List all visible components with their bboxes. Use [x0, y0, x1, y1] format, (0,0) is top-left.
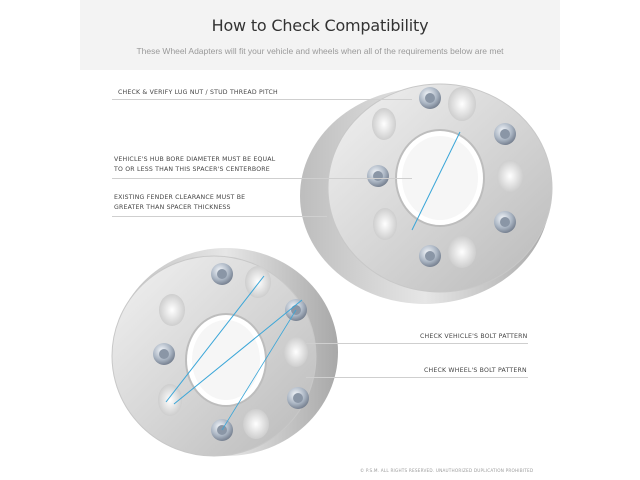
top-lug-nut [494, 123, 516, 145]
top-lug-nut [367, 165, 389, 187]
callout-fender-line1: EXISTING FENDER CLEARANCE MUST BE [114, 194, 246, 201]
callout-lug-nut: CHECK & VERIFY LUG NUT / STUD THREAD PITCH [118, 89, 278, 96]
top-spacer-image [300, 84, 552, 304]
page-subtitle: These Wheel Adapters will fit your vehicle and wheels when all of the requirements below are met [136, 46, 504, 56]
callout-hub-bore-line1: VEHICLE'S HUB BORE DIAMETER MUST BE EQUAL [114, 156, 276, 163]
callout-hub-bore-rule [112, 178, 412, 179]
callout-fender-rule [112, 216, 327, 217]
callout-hub-bore-line2: TO OR LESS THAN THIS SPACER'S CENTERBORE [114, 166, 270, 173]
top-lug-nut [419, 87, 441, 109]
callout-wheel-bolt: CHECK WHEEL'S BOLT PATTERN [424, 367, 527, 374]
callout-vehicle-bolt: CHECK VEHICLE'S BOLT PATTERN [420, 333, 528, 340]
top-lug-nut [419, 245, 441, 267]
bottom-lug-nut [211, 263, 233, 285]
bottom-spacer-image [112, 248, 338, 456]
bottom-lug-nut [287, 387, 309, 409]
copyright-notice: © P.S.M. ALL RIGHTS RESERVED. UNAUTHORIZED DUPLICATION PROHIBITED [360, 468, 534, 473]
callout-wheel-bolt-rule [306, 377, 528, 378]
callout-lug-nut-rule [112, 99, 412, 100]
bottom-lug-nut [153, 343, 175, 365]
callout-vehicle-bolt-rule [306, 343, 528, 344]
callout-fender-line2: GREATER THAN SPACER THICKNESS [114, 204, 231, 211]
page-title: How to Check Compatibility [211, 16, 429, 35]
top-lug-nut [494, 211, 516, 233]
